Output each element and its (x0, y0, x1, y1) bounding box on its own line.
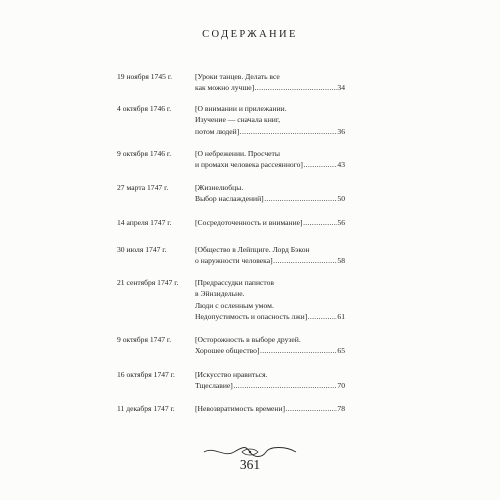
toc-entry-title-line: Хорошее общество] (195, 346, 260, 356)
dot-leader (240, 126, 337, 137)
toc-entry-date: 19 ноября 1745 г. (117, 72, 172, 81)
dot-leader (260, 345, 337, 356)
toc-entry-title-line: [О внимании и прилежании. (195, 104, 287, 113)
toc-entry-title (195, 403, 345, 414)
dot-leader (255, 82, 337, 93)
toc-entry-title-line: [Уроки танцев. Делать все (195, 72, 280, 81)
toc-entry-date: 11 декабря 1747 г. (117, 404, 175, 413)
toc-entry-last-line (195, 311, 345, 322)
dot-leader (264, 193, 337, 204)
toc-entry-title (195, 71, 345, 94)
toc-entry-title-line: [Осторожность в выборе друзей. (195, 335, 301, 344)
toc-entry-title-line: как можно лучше] (195, 83, 255, 93)
toc-entry-page: 43 (337, 160, 345, 170)
toc-entry-title-line: [Общество в Лейпциге. Лорд Бэкон (195, 245, 310, 254)
toc-entry-title (195, 182, 345, 205)
toc-entry-last-line (195, 159, 345, 170)
toc-entry-title-line: Люди с осленным умом. (195, 300, 274, 310)
toc-entry-title (195, 217, 345, 228)
toc-entry-date: 21 сентября 1747 г. (117, 278, 179, 287)
toc-entry-last-line (195, 380, 345, 391)
toc-entry-page: 34 (337, 83, 345, 93)
toc-entry-page: 70 (337, 381, 345, 391)
toc-entry-title-line: Недопустимость и опасность лжи] (195, 312, 308, 322)
toc-entry-title (195, 244, 345, 267)
dot-leader (303, 217, 337, 228)
toc-entry-title-line: [Предрассудки папистов (195, 278, 275, 287)
toc-entry-title-line: [О небрежении. Просчеты (195, 149, 280, 158)
toc-entry-last-line (195, 126, 345, 137)
toc-entry-title-line: Изучение — сначала книг, (195, 115, 280, 125)
dot-leader (286, 403, 337, 414)
toc-entry-page: 61 (337, 312, 345, 322)
toc-entry-last-line (195, 82, 345, 93)
toc-entry-title-line: Выбор наслаждений] (195, 194, 264, 204)
toc-entry-title (195, 277, 345, 323)
page-heading: СОДЕРЖАНИЕ (202, 29, 298, 40)
toc-entry-date: 16 октября 1747 г. (117, 370, 175, 379)
toc-entry-last-line (195, 217, 345, 228)
toc-entry-title-line: [Сосредоточенность и внимание] (195, 218, 303, 227)
toc-entry-page: 56 (337, 218, 345, 227)
toc-entry-title-line: о наружности человека] (195, 256, 273, 266)
dot-leader (233, 380, 337, 391)
toc-entry-page: 65 (337, 346, 345, 356)
toc-entry-title-line: [Жизнелюбцы. (195, 183, 244, 192)
toc-entry-title (195, 103, 345, 137)
toc-entry-title (195, 369, 345, 392)
toc-entry-title (195, 334, 345, 357)
toc-entry-title-line: и промахи человека рассеянного] (195, 160, 303, 170)
dot-leader (273, 255, 337, 266)
toc-entry-last-line (195, 345, 345, 356)
dot-leader (308, 311, 337, 322)
toc-entry-page: 36 (337, 126, 345, 136)
toc-entry-title-line: [Искусство нравиться. (195, 370, 268, 379)
toc-entry-last-line (195, 193, 345, 204)
toc-entry-date: 14 апреля 1747 г. (117, 218, 172, 227)
toc-entry-page: 58 (337, 256, 345, 266)
toc-entry-date: 30 июля 1747 г. (117, 245, 167, 254)
toc-entry-page: 78 (337, 404, 345, 413)
toc-entry-title-line: в Эйнзидельне. (195, 289, 245, 299)
toc-entry-last-line (195, 255, 345, 266)
toc-entry-last-line (195, 403, 345, 414)
toc-entry-title-line: [Невозвратимость времени] (195, 404, 286, 413)
toc-entry-page: 50 (337, 194, 345, 204)
toc-entry-title (195, 148, 345, 171)
toc-entry-title-line: Тщеславие] (195, 381, 233, 391)
toc-entry-title-line: потом людей] (195, 126, 240, 136)
dot-leader (303, 159, 336, 170)
page-number: 361 (239, 457, 261, 472)
toc-entry-date: 9 октября 1746 г. (117, 149, 172, 158)
toc-entry-date: 27 марта 1747 г. (117, 183, 169, 192)
toc-entry-date: 9 октября 1747 г. (117, 335, 172, 344)
toc-entry-date: 4 октября 1746 г. (117, 104, 172, 113)
